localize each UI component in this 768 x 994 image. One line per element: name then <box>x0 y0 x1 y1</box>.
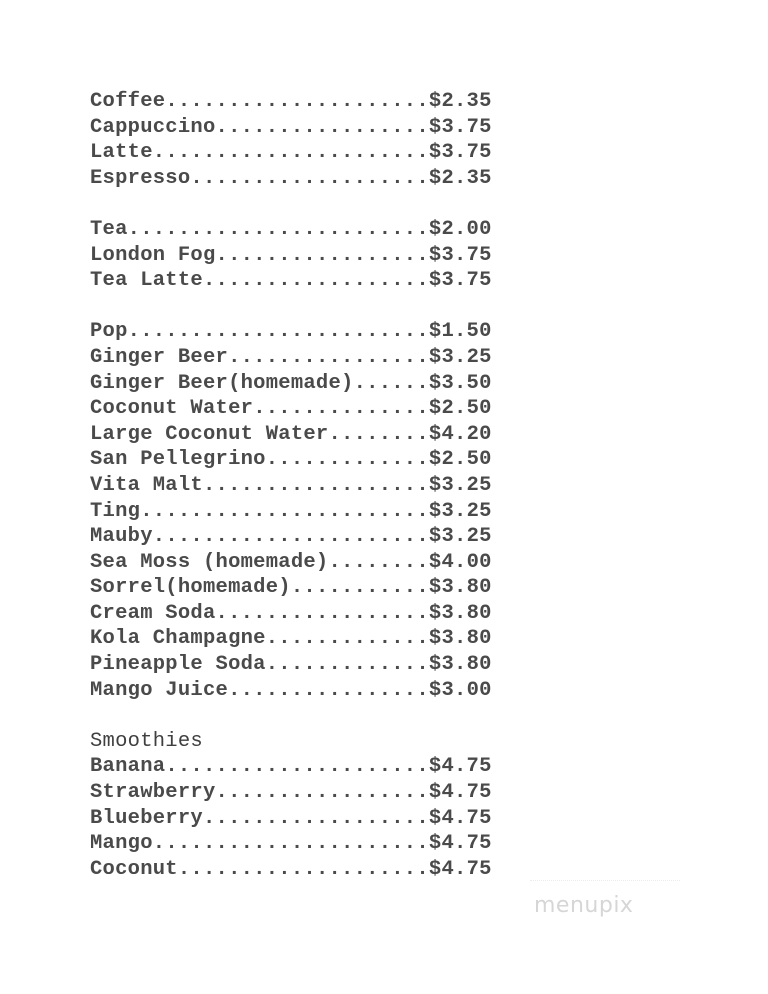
menu-item-price: $4.75 <box>428 832 492 856</box>
dot-leader: ..................... <box>165 755 429 779</box>
dot-leader: ................. <box>215 115 429 139</box>
menu-item-name: Sea Moss (homemade) <box>90 550 329 574</box>
menu-item-price: $3.80 <box>428 601 492 625</box>
dot-leader: ...................... <box>152 525 429 549</box>
menu-item-price: $3.80 <box>428 627 492 651</box>
menu-item-price: $4.75 <box>428 755 492 779</box>
menu-item-name: Ting <box>90 499 141 523</box>
menu-item <box>90 345 560 371</box>
dot-leader: ................. <box>215 601 429 625</box>
menu-item <box>90 626 560 652</box>
menu-item-price: $2.35 <box>428 90 492 113</box>
menu-item-price: $2.50 <box>428 397 492 421</box>
menu-item-price: $3.75 <box>428 115 492 139</box>
menu-item-price: $3.25 <box>428 473 492 497</box>
dot-leader: ........................ <box>127 320 429 344</box>
menu-item-name: Ginger Beer <box>90 345 229 369</box>
menu-item-name: Tea Latte <box>90 269 203 293</box>
menu-item-name: Mauby <box>90 525 153 549</box>
menu-item-price: $3.25 <box>428 499 492 523</box>
menu-item-name: Pineapple Soda <box>90 653 266 677</box>
menu-item <box>90 780 560 806</box>
section-spacer <box>90 703 560 729</box>
menu-item-price: $3.80 <box>428 653 492 677</box>
menu-item <box>90 140 560 166</box>
menu-item-price: $4.75 <box>428 781 492 805</box>
dot-leader: ........... <box>290 576 429 600</box>
dot-leader: ............. <box>265 627 429 651</box>
menu-item <box>90 550 560 576</box>
menu-item-name: Blueberry <box>90 806 203 830</box>
section-heading: Smoothies <box>90 729 203 753</box>
menu-item-name: Banana <box>90 755 166 779</box>
menu-item-name: Vita Malt <box>90 473 203 497</box>
menu-item-name: Large Coconut Water <box>90 422 329 446</box>
dot-leader: ..................... <box>165 90 429 113</box>
menu-item-name: Kola Champagne <box>90 627 266 651</box>
menu-item-name: Mango <box>90 832 153 856</box>
menu-item-price: $3.25 <box>428 525 492 549</box>
menu-item <box>90 575 560 601</box>
menu-item-price: $3.75 <box>428 141 492 165</box>
menu-item-name: Strawberry <box>90 781 216 805</box>
dot-leader: ................ <box>228 345 429 369</box>
section-spacer <box>90 294 560 320</box>
menu-item-name: Pop <box>90 320 128 344</box>
dot-leader: ............. <box>265 448 429 472</box>
menu-item <box>90 652 560 678</box>
menu-item-price: $4.75 <box>428 806 492 830</box>
menu-item-name: Latte <box>90 141 153 165</box>
menu-item-price: $2.35 <box>428 166 492 190</box>
menu-item <box>90 243 560 269</box>
dot-leader: ................. <box>215 781 429 805</box>
menu-item <box>90 217 560 243</box>
menu-item <box>90 447 560 473</box>
dot-leader: .............. <box>253 397 429 421</box>
menu-item-price: $1.50 <box>428 320 492 344</box>
menu-item-name: San Pellegrino <box>90 448 266 472</box>
menu-item-name: Sorrel(homemade) <box>90 576 291 600</box>
dot-leader: ................ <box>228 678 429 702</box>
menu-item <box>90 166 560 192</box>
menu-item <box>90 601 560 627</box>
menu-item <box>90 806 560 832</box>
menu-list <box>90 89 560 882</box>
dot-leader: .................. <box>202 473 429 497</box>
menu-item <box>90 499 560 525</box>
dot-leader: ........ <box>328 422 429 446</box>
menu-item-price: $4.20 <box>428 422 492 446</box>
menu-item <box>90 396 560 422</box>
menu-item <box>90 115 560 141</box>
dot-leader: ...... <box>353 371 429 395</box>
menu-item <box>90 268 560 294</box>
menu-item <box>90 319 560 345</box>
dot-leader: ....................... <box>140 499 429 523</box>
menu-item-price: $3.80 <box>428 576 492 600</box>
section-spacer <box>90 191 560 217</box>
menu-item-name: Coconut Water <box>90 397 254 421</box>
menu-item <box>90 754 560 780</box>
dot-leader: ........................ <box>127 217 429 241</box>
menu-item-name: Mango Juice <box>90 678 229 702</box>
menu-item-price: $3.75 <box>428 269 492 293</box>
menu-item-name: Espresso <box>90 166 191 190</box>
menu-item-price: $3.50 <box>428 371 492 395</box>
menu-item-name: Coconut <box>90 857 178 881</box>
menu-item-name: Cream Soda <box>90 601 216 625</box>
menu-item <box>90 831 560 857</box>
menu-item-price: $4.75 <box>428 857 492 881</box>
dot-leader: ...................... <box>152 832 429 856</box>
menu-item-price: $3.25 <box>428 345 492 369</box>
menu-item-name: Ginger Beer(homemade) <box>90 371 354 395</box>
menu-item <box>90 371 560 397</box>
menu-item-name: Cappuccino <box>90 115 216 139</box>
menu-item-name: London Fog <box>90 243 216 267</box>
menu-item-name: Tea <box>90 217 128 241</box>
menu-item <box>90 89 560 115</box>
dot-leader: ................... <box>190 166 429 190</box>
watermark-dotted-line <box>530 880 680 885</box>
menu-item <box>90 473 560 499</box>
menu-item <box>90 422 560 448</box>
dot-leader: ................. <box>215 243 429 267</box>
menu-item-price: $4.00 <box>428 550 492 574</box>
dot-leader: .................... <box>177 857 429 881</box>
dot-leader: ............. <box>265 653 429 677</box>
menupix-watermark: menupix <box>534 893 634 918</box>
menu-item-name: Coffee <box>90 90 166 113</box>
menu-item-price: $2.50 <box>428 448 492 472</box>
menu-item <box>90 524 560 550</box>
menu-item <box>90 857 560 883</box>
dot-leader: .................. <box>202 806 429 830</box>
dot-leader: .................. <box>202 269 429 293</box>
menu-item-price: $2.00 <box>428 217 492 241</box>
dot-leader: ...................... <box>152 141 429 165</box>
dot-leader: ........ <box>328 550 429 574</box>
menu-item-price: $3.00 <box>428 678 492 702</box>
menu-item <box>90 678 560 704</box>
menu-item-price: $3.75 <box>428 243 492 267</box>
